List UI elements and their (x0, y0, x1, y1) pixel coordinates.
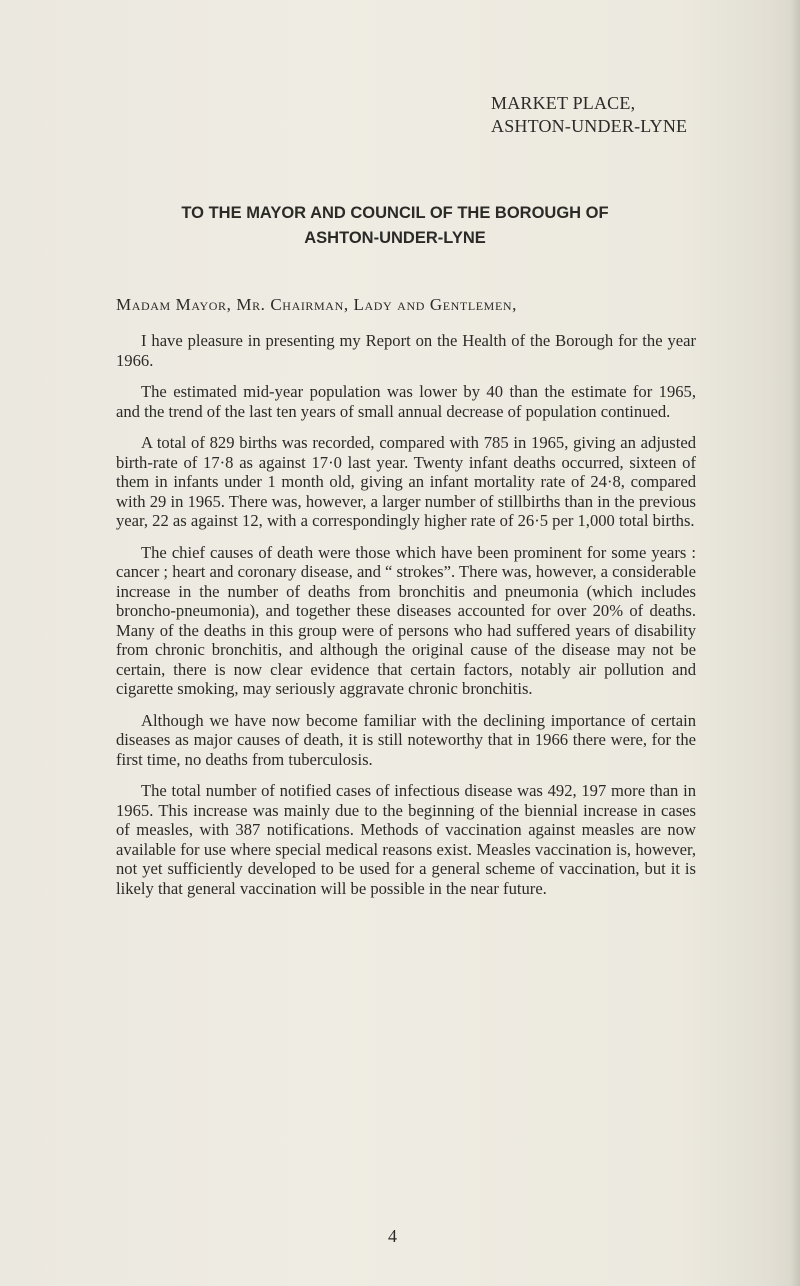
report-heading (105, 201, 685, 251)
address-block (491, 92, 687, 138)
report-body (116, 331, 696, 910)
heading-line-2: ASHTON-UNDER-LYNE (304, 229, 486, 247)
paragraph-introduction: I have pleasure in presenting my Report on the Health of the Borough for the year 1966. (116, 331, 696, 370)
paragraph-tuberculosis: Although we have now become familiar with the declining importance of certain diseases as major causes of death, it is still noteworthy that in 1966 there were, for the first time, no deaths from tuberculosis. (116, 710, 696, 769)
address-line-1: MARKET PLACE, (491, 93, 636, 113)
address-line-2: ASHTON-UNDER-LYNE (491, 116, 688, 136)
paragraph-births: A total of 829 births was recorded, compared with 785 in 1965, giving an adjusted birth-rate of 17·8 as against 17·0 last year. Twenty infant deaths occurred, sixteen of them in infants under 1 month old, giving an infant mortality rate of 24·8, compared with 29 in 1965. There was, however, a larger number of stillbirths than in the previous year, 22 as against 12, with a correspondingly higher rate of 26·5 per 1,000 total births. (116, 433, 696, 530)
page-number: 4 (388, 1226, 397, 1246)
heading-line-1: TO THE MAYOR AND COUNCIL OF THE BOROUGH OF (181, 204, 609, 222)
paragraph-population: The estimated mid-year population was lower by 40 than the estimate for 1965, and the trend of the last ten years of small annual decrease of population continued. (116, 382, 696, 421)
paragraph-causes-of-death: The chief causes of death were those which have been prominent for some years : cancer ; heart and coronary disease, and “ strokes”. There was, however, a considerable increase in the number of deaths from bronchitis and pneumonia (which includes broncho-pneumonia), and together these diseases accounted for over 20% of deaths. Many of the deaths in this group were of persons who had suffered years of disability from chronic bronchitis, and although the original cause of the disease may not be certain, there is now clear evidence that certain factors, notably air pollution and cigarette smoking, may seriously aggravate chronic bronchitis. (116, 542, 697, 698)
salutation: Madam Mayor, Mr. Chairman, Lady and Gentlemen, (116, 295, 518, 314)
paragraph-infectious-disease: The total number of notified cases of infectious disease was 492, 197 more than in 1965. This increase was mainly due to the beginning of the biennial increase in cases of measles, with 387 notifications. Methods of vaccination against measles are now available for use where special medical reasons exist. Measles vaccination is, however, not yet sufficiently developed to be used for a general scheme of vaccination, but it is likely that general vaccination will be possible in the near future. (116, 781, 696, 898)
